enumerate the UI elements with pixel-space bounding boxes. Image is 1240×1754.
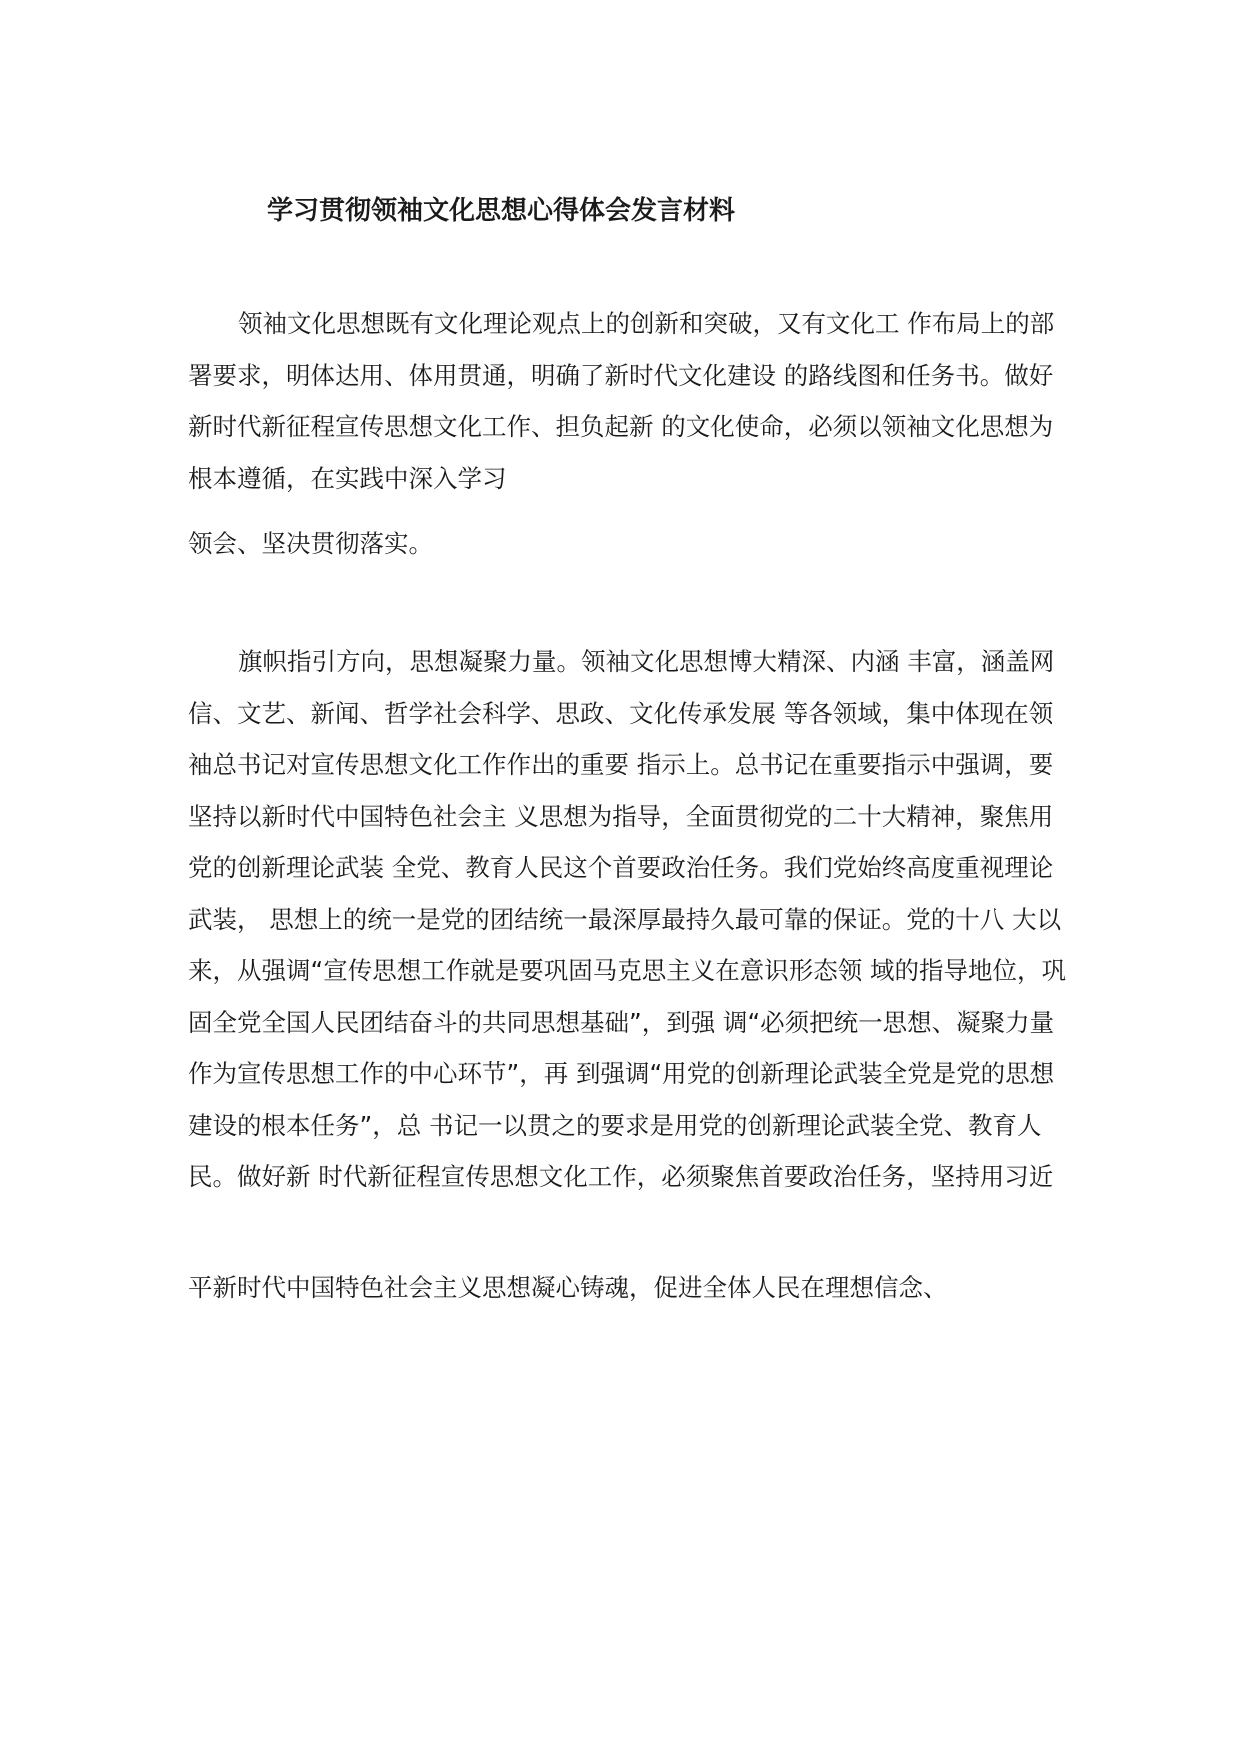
- paragraph-2: 领会、坚决贯彻落实。: [188, 529, 433, 558]
- paragraph-3: 旗帜指引方向，思想凝聚力量。领袖文化思想博大精深、内涵 丰富，涵盖网信、文艺、新闻、哲学社会科学、思政、文化传承发展 等各领域，集中体现在领袖总书记对宣传思想文化工作作出的重要 指示上。总书记在重要指示中强调，要坚持以新时代中国特色社会主 义思想为指导，全面贯彻党的二十大精神，聚焦用党的创新理论武装 全党、教育人民这个首要政治任务。我们党始终高度重视理论武装， 思想上的统一是党的团结统一最深厚最持久最可靠的保证。党的十八 大以来，从强调“宣传思想工作就是要巩固马克思主义在意识形态领 域的指导地位，巩固全党全国人民团结奋斗的共同思想基础”，到强 调“必须把统一思想、凝聚力量作为宣传思想工作的中心环节”，再 到强调“用党的创新理论武装全党是党的思想建设的根本任务”，总 书记一以贯之的要求是用党的创新理论武装全党、教育人民。做好新 时代新征程宣传思想文化工作，必须聚焦首要政治任务，坚持用习近: [188, 647, 1066, 1191]
- document-title: 学习贯彻领袖文化思想心得体会发言材料: [267, 196, 736, 226]
- paragraph-1: 领袖文化思想既有文化理论观点上的创新和突破，又有文化工 作布局上的部署要求，明体达用、体用贯通，明确了新时代文化建设 的路线图和任务书。做好新时代新征程宣传思想文化工作、担负起新 的文化使命，必须以领袖文化思想为根本遵循，在实践中深入学习: [188, 309, 1055, 493]
- paragraph-4: 平新时代中国特色社会主义思想凝心铸魂，促进全体人民在理想信念、: [188, 1273, 948, 1302]
